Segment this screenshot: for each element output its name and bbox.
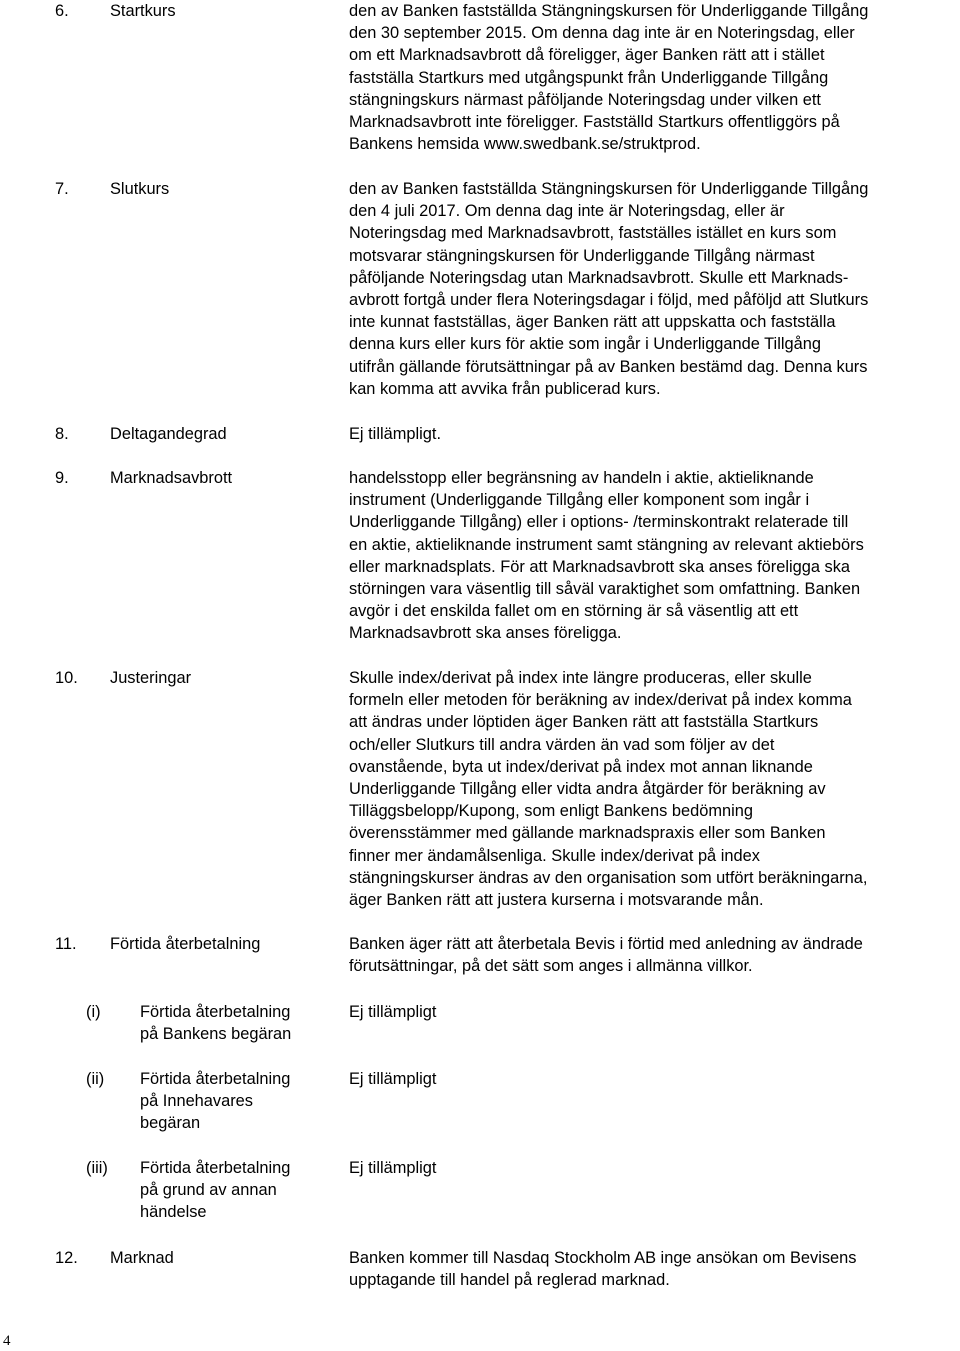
subsection-text: Ej tillämpligt — [349, 1159, 437, 1177]
section-number: 12. — [55, 1249, 78, 1267]
section-label: Deltagandegrad — [110, 425, 227, 443]
section-text: Ej tillämpligt. — [349, 425, 441, 443]
section-text: Skulle index/derivat på index inte längre produceras, eller skulle formeln eller metoden för beräkning av index/derivat på index komma att ändras under löptiden äger Banken rätt att fastställa Startkurs och/eller Slutkurs till andra värden än vad som följer av det ovanstående, byta ut index/derivat på index mot annan liknande Underliggande Tillgång eller vidta andra åtgärder för beräkning av Tilläggsbelopp/Kupong, som enligt Bankens bedömning överensstämmer med gällande marknadspraxis eller som Banken finner mer ändamålsenliga. Skulle index/derivat på index stängningskurser ändras av den organisation som utfört beräkningarna, äger Banken rätt att justera kurserna i motsvarande mån. — [349, 669, 868, 910]
section-number: 6. — [55, 2, 69, 20]
section-text: handelsstopp eller begränsning av handeln i aktie, aktieliknande instrument (Underliggande Tillgång eller komponent som ingår i Underliggande Tillgång) eller i options- /terminskontrakt relaterade till en aktie, aktieliknande instrument samt stängning av relevant aktiebörs eller marknadsplats. För att Marknadsavbrott ska anses föreligga ska störningen vara väsentlig till såväl varaktighet som omfattning. Banken avgör i det enskilda fallet om en störning är så väsentlig att ett Marknadsavbrott ska anses föreligga. — [349, 469, 864, 643]
section-number: 8. — [55, 425, 69, 443]
subsection-label: Förtida återbetalning på grund av annan händelse — [140, 1159, 291, 1222]
section-text: den av Banken fastställda Stängningskursen för Underliggande Tillgång den 30 september 2015. Om denna dag inte är en Noteringsdag, eller om ett Marknadsavbrott då föreligger, äger Banken rätt att i stället fastställa Startkurs med utgångspunkt från Underliggande Tillgång stängningskurs närmast påföljande Noteringsdag under vilken ett Marknadsavbrott inte föreligger. Fastställd Startkurs offentliggörs på Bankens hemsida www.swedbank.se/struktprod. — [349, 2, 869, 154]
section-label: Justeringar — [110, 669, 192, 687]
section-number: 10. — [55, 669, 78, 687]
section-label: Slutkurs — [110, 180, 170, 198]
page-number: 4 — [3, 1333, 11, 1349]
section-label: Marknad — [110, 1249, 174, 1267]
subsection-text: Ej tillämpligt — [349, 1070, 437, 1088]
section-number: 11. — [55, 935, 77, 953]
subsection-number: (i) — [86, 1003, 101, 1021]
subsection-number: (ii) — [86, 1070, 105, 1088]
section-number: 9. — [55, 469, 69, 487]
section-text: Banken äger rätt att återbetala Bevis i förtid med anledning av ändrade förutsättningar, på det sätt som anges i allmänna villkor. — [349, 935, 863, 976]
section-label: Förtida återbetalning — [110, 935, 261, 953]
section-label: Marknadsavbrott — [110, 469, 233, 487]
section-label: Startkurs — [110, 2, 176, 20]
subsection-label: Förtida återbetalning på Bankens begäran — [140, 1003, 292, 1044]
section-text: den av Banken fastställda Stängningskursen för Underliggande Tillgång den 4 juli 2017. Om denna dag inte är Noteringsdag, eller är Noteringsdag med Marknadsavbrott, fastställes istället en kurs som motsvarar stängningskursen för Underliggande Tillgång närmast påföljande Noteringsdag utan Marknadsavbrott. Skulle ett Marknads- avbrott fortgå under flera Noteringsdagar i följd, med påföljd att Slutkurs inte kunnat fastställas, äger Banken rätt att uppskatta och fastställa denna kurs eller kurs för aktie som ingår i Underliggande Tillgång utifrån gällande förutsättningar på av Banken bestämd dag. Denna kurs kan komma att avvika från publicerad kurs. — [349, 180, 869, 398]
section-text: Banken kommer till Nasdaq Stockholm AB inge ansökan om Bevisens upptagande till handel på reglerad marknad. — [349, 1249, 857, 1290]
subsection-text: Ej tillämpligt — [349, 1003, 437, 1021]
section-number: 7. — [55, 180, 69, 198]
subsection-number: (iii) — [86, 1159, 108, 1177]
subsection-label: Förtida återbetalning på Innehavares begäran — [140, 1070, 291, 1133]
